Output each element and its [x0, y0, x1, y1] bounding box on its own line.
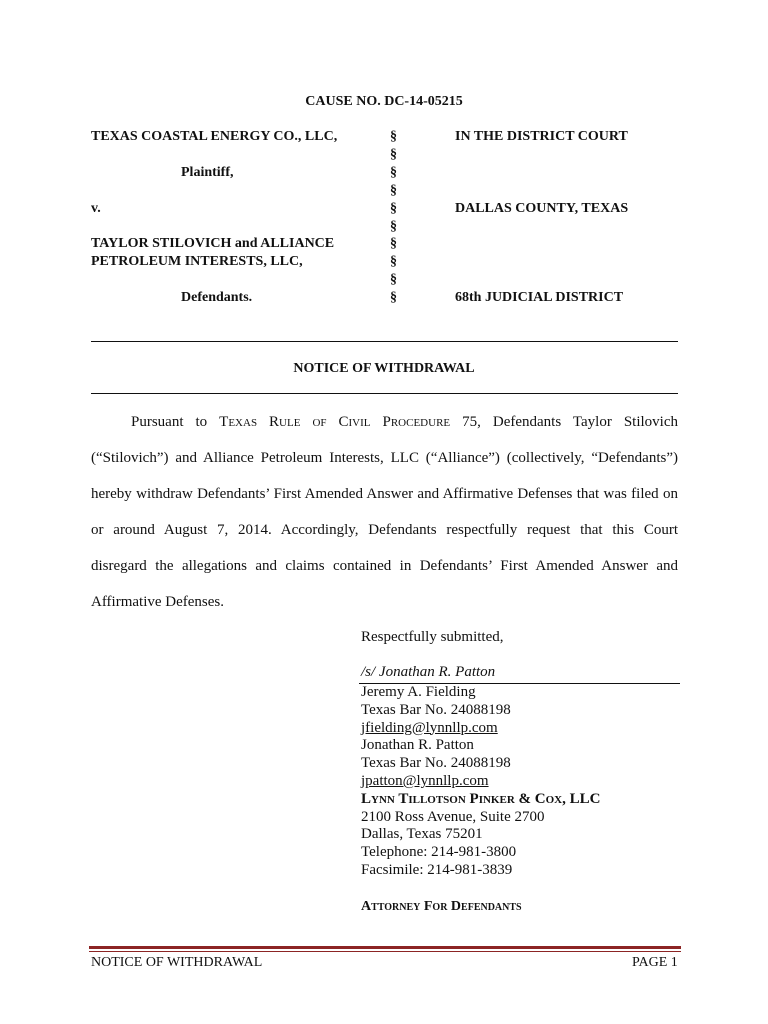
attorney2-email-link[interactable]: jpatton@lynnllp.com — [361, 772, 489, 789]
firm-address-line2: Dallas, Texas 75201 — [361, 826, 483, 843]
body-line-2: (“Stilovich”) and Alliance Petroleum Interests, LLC (“Alliance”) (collectively, “Defendants”) — [91, 450, 678, 466]
body-text: Pursuant to — [131, 414, 220, 430]
firm-address-line1: 2100 Ross Avenue, Suite 2700 — [361, 808, 545, 825]
plaintiff-label: Plaintiff, — [181, 165, 234, 180]
section-symbol: § — [390, 254, 397, 270]
section-symbol-column — [390, 128, 402, 307]
body-text: 75, Defendants Taylor Stilovich — [450, 414, 679, 430]
body-line-4: or around August 7, 2014. Accordingly, Defendants respectfully request that this Court — [91, 522, 678, 538]
defendant-name-line1: TAYLOR STILOVICH and ALLIANCE — [91, 236, 335, 251]
firm-name: Lynn Tillotson Pinker & Cox, LLC — [361, 790, 601, 807]
electronic-signature: /s/ Jonathan R. Patton — [361, 664, 496, 680]
section-symbol: § — [390, 290, 397, 306]
document-title: NOTICE OF WITHDRAWAL — [293, 361, 475, 376]
body-line-5: disregard the allegations and claims contained in Defendants’ First Amended Answer and — [91, 558, 678, 574]
telephone: Telephone: 214-981-3800 — [361, 844, 517, 861]
defendant-name-line2: PETROLEUM INTERESTS, LLC, — [91, 254, 303, 269]
attorney2-bar-number: Texas Bar No. 24088198 — [361, 755, 511, 772]
page-number: PAGE 1 — [632, 955, 678, 970]
body-line-1 — [91, 414, 678, 431]
cause-number: CAUSE NO. DC-14-05215 — [305, 94, 463, 109]
versus: v. — [91, 201, 101, 216]
section-symbol: § — [390, 182, 397, 198]
title-rule-bottom — [91, 393, 678, 394]
court-name: IN THE DISTRICT COURT — [455, 129, 628, 144]
footer-rule — [89, 946, 681, 949]
rule-citation: Texas Rule of Civil Procedure — [219, 414, 451, 430]
county-name: DALLAS COUNTY, TEXAS — [455, 201, 629, 216]
body-line-6: Affirmative Defenses. — [91, 594, 225, 610]
attorney1-bar-number: Texas Bar No. 24088198 — [361, 701, 511, 718]
defendants-label: Defendants. — [181, 290, 253, 305]
attorney-for-label: Attorney For Defendants — [361, 899, 522, 914]
footer-rule-thin — [89, 951, 681, 952]
closing: Respectfully submitted, — [361, 629, 504, 645]
section-symbol: § — [390, 129, 397, 144]
attorney1-name: Jeremy A. Fielding — [361, 684, 476, 700]
section-symbol: § — [390, 236, 397, 252]
section-symbol: § — [390, 146, 397, 162]
section-symbol: § — [390, 218, 397, 234]
section-symbol: § — [390, 164, 397, 180]
title-rule-top — [91, 341, 678, 342]
attorney1-email-link[interactable]: jfielding@lynnllp.com — [361, 719, 498, 736]
body-line-3: hereby withdraw Defendants’ First Amended Answer and Affirmative Defenses that was filed on — [91, 486, 678, 502]
facsimile: Facsimile: 214-981-3839 — [361, 861, 513, 878]
footer-title: NOTICE OF WITHDRAWAL — [91, 955, 263, 970]
judicial-district: 68th JUDICIAL DISTRICT — [455, 290, 624, 305]
signature-block — [361, 684, 600, 880]
section-symbol: § — [390, 272, 397, 288]
attorney2-name: Jonathan R. Patton — [361, 737, 474, 754]
plaintiff-name: TEXAS COASTAL ENERGY CO., LLC, — [91, 129, 338, 144]
section-symbol: § — [390, 200, 397, 216]
